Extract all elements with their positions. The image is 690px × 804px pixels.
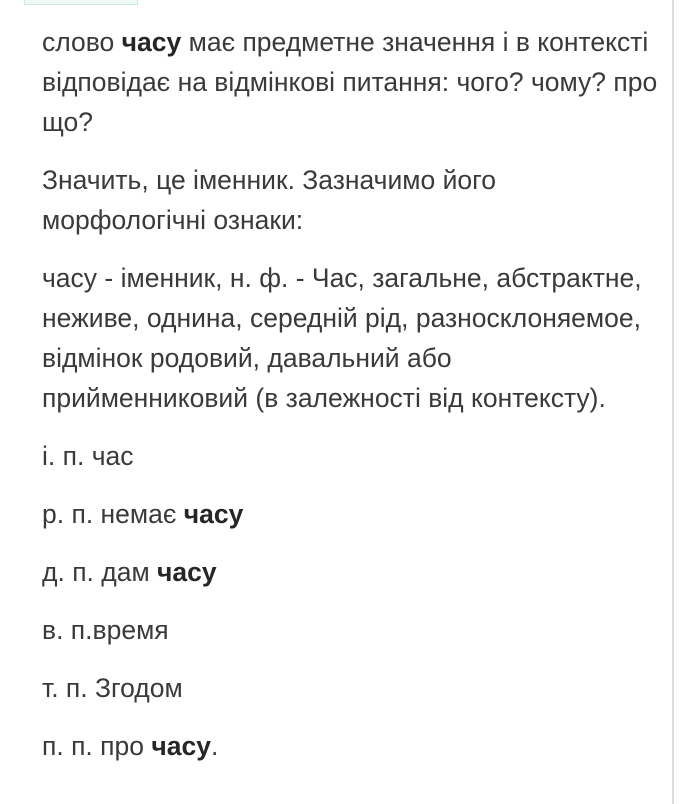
top-tab-decoration [24,0,138,5]
case-bold-word: часу [157,557,217,587]
paragraph-intro-text-end: має предметне значення і в контексті відповідає на відмінкові питання: чого? чому? про що? [42,27,658,137]
case-text: в. п.время [42,615,169,645]
case-suffix: . [210,731,219,761]
case-nominative [42,436,662,476]
case-dative [42,552,662,592]
case-text: т. п. Згодом [42,673,183,703]
case-bold-word: часу [151,731,211,761]
paragraph-morphology: часу - іменник, н. ф. - Час, загальне, абстрактне, неживе, однина, середній рід, разносклоняемое, відмінок родовий, давальний або прийменниковий (в залежності від контексту). [42,263,642,413]
case-genitive [42,494,662,534]
case-text: р. п. немає [42,499,184,529]
paragraph-conclusion: Значить, це іменник. Зазначимо його морфологічні ознаки: [42,165,496,235]
case-text: д. п. дам [42,557,158,587]
case-bold-word: часу [183,499,244,529]
paragraph-intro-text-start: слово [42,27,122,57]
case-text: п. п. про [42,731,152,761]
case-accusative [42,610,662,650]
paragraph-intro [42,22,662,142]
case-instrumental [42,668,662,708]
answer-content [42,22,662,784]
paragraph-intro-bold-word: часу [121,27,182,57]
case-text: і. п. час [42,441,134,471]
case-prepositional [42,726,662,766]
